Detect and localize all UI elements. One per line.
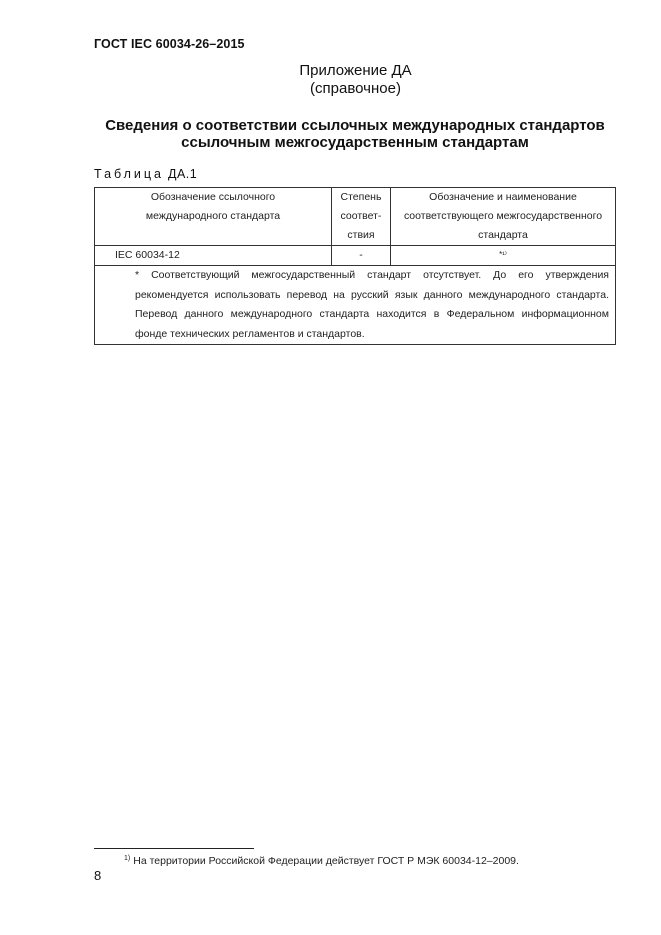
table-caption-word: Таблица <box>94 167 165 181</box>
cell-ref-standard: IEC 60034-12 <box>95 246 332 266</box>
page-number: 8 <box>94 868 102 883</box>
table-header-row <box>95 188 616 246</box>
cell-degree: - <box>332 246 391 266</box>
header-text: Степень <box>340 191 382 203</box>
footnote <box>124 855 519 867</box>
table-note-text: * Соответствующий межгосударственный стандарт отсутствует. До его утверждения рекомендуется использовать перевод на русский язык данного международного стандарта. Перевод данного международного стандарта находится в Федеральном информационном фонде технических регламентов и стандартов. <box>135 269 609 340</box>
header-national-standard <box>391 188 616 246</box>
header-text: Обозначение ссылочного <box>150 191 276 203</box>
header-text: ствия <box>347 229 375 241</box>
header-ref-standard <box>95 188 332 246</box>
header-text: международного стандарта <box>145 210 281 222</box>
section-heading-line-1: Сведения о соответствии ссылочных международных стандартов <box>105 117 605 134</box>
table-note <box>95 266 616 345</box>
annex-subtitle: (справочное) <box>310 80 401 97</box>
header-text: стандарта <box>478 229 528 241</box>
header-degree <box>332 188 391 246</box>
table-row <box>95 246 616 266</box>
section-heading-line-2: ссылочным межгосударственным стандартам <box>181 134 529 151</box>
header-text: соответ- <box>340 210 382 222</box>
table-caption-id: ДА.1 <box>168 167 198 181</box>
cell-national-standard: *¹⁾ <box>391 246 616 266</box>
correspondence-table <box>94 187 616 345</box>
footnote-marker: 1) <box>124 855 131 862</box>
document-code: ГОСТ IEC 60034-26–2015 <box>94 37 245 51</box>
header-text: Обозначение и наименование <box>429 191 577 203</box>
annex-title: Приложение ДА <box>299 62 412 79</box>
table-caption <box>94 167 197 181</box>
header-text: соответствующего межгосударственного <box>403 210 603 222</box>
table-note-row <box>95 266 616 345</box>
footnote-text: На территории Российской Федерации действует ГОСТ Р МЭК 60034-12–2009. <box>133 855 519 867</box>
footnote-divider <box>94 848 254 849</box>
